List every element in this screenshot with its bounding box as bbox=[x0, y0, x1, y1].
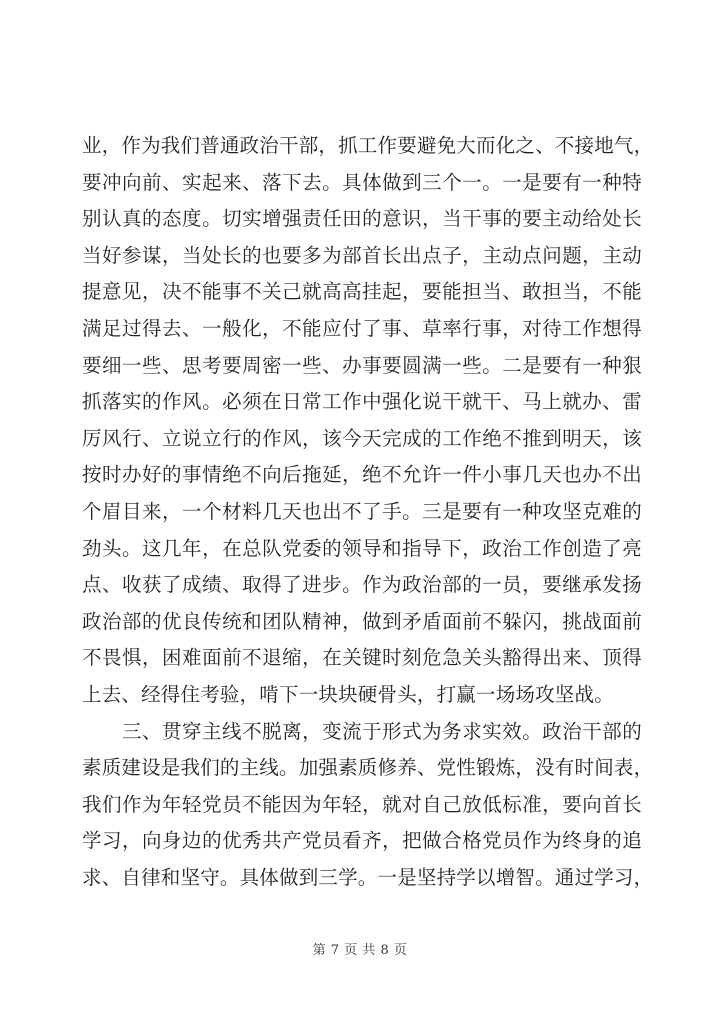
text-line: 满足过得去、一般化，不能应付了事、草率行事，对待工作想得 bbox=[82, 316, 642, 340]
text-line: 我们作为年轻党员不能因为年轻，就对自己放低标准，要向首长 bbox=[82, 792, 642, 816]
text-line: 上去、经得住考验，啃下一块块硬骨头，打赢一场场攻坚战。 bbox=[82, 682, 614, 706]
text-line: 点、收获了成绩、取得了进步。作为政治部的一员，要继承发扬 bbox=[82, 573, 642, 597]
text-line: 不畏惧，困难面前不退缩，在关键时刻危急关头豁得出来、顶得 bbox=[82, 646, 642, 670]
text-line: 求、自律和坚守。具体做到三学。一是坚持学以增智。通过学习， bbox=[82, 865, 654, 889]
text-line: 按时办好的事情绝不向后拖延，绝不允许一件小事几天也办不出 bbox=[82, 463, 642, 487]
text-line: 当好参谋，当处长的也要多为部首长出点子，主动点问题，主动 bbox=[82, 243, 642, 267]
text-line: 业，作为我们普通政治干部，抓工作要避免大而化之、不接地气， bbox=[82, 134, 654, 157]
text-line: 学习，向身边的优秀共产党员看齐，把做合格党员作为终身的追 bbox=[82, 829, 642, 853]
text-line: 抓落实的作风。必须在日常工作中强化说干就干、马上就办、雷 bbox=[82, 390, 642, 414]
text-line: 别认真的态度。切实增强责任田的意识，当干事的要主动给处长 bbox=[82, 207, 642, 231]
text-line: 政治部的优良传统和团队精神，做到矛盾面前不躲闪，挑战面前 bbox=[82, 609, 642, 633]
body-text bbox=[82, 128, 654, 896]
text-line: 要细一些、思考要周密一些、办事要圆满一些。二是要有一种狠 bbox=[82, 353, 642, 377]
text-line: 要冲向前、实起来、落下去。具体做到三个一。一是要有一种特 bbox=[82, 170, 642, 194]
text-line: 厉风行、立说立行的作风，该今天完成的工作绝不推到明天，该 bbox=[82, 426, 642, 450]
text-line: 个眉目来，一个材料几天也出不了手。三是要有一种攻坚克难的 bbox=[82, 499, 642, 523]
section-heading-line: 三、贯穿主线不脱离，变流于形式为务求实效。政治干部的 bbox=[122, 719, 642, 743]
text-line: 提意见，决不能事不关己就高高挂起，要能担当、敢担当，不能 bbox=[82, 280, 642, 304]
page-number-footer: 第 7 页 共 8 页 bbox=[312, 943, 408, 958]
text-line: 素质建设是我们的主线。加强素质修养、党性锻炼，没有时间表， bbox=[82, 756, 654, 780]
text-line: 劲头。这几年，在总队党委的领导和指导下，政治工作创造了亮 bbox=[82, 536, 642, 560]
